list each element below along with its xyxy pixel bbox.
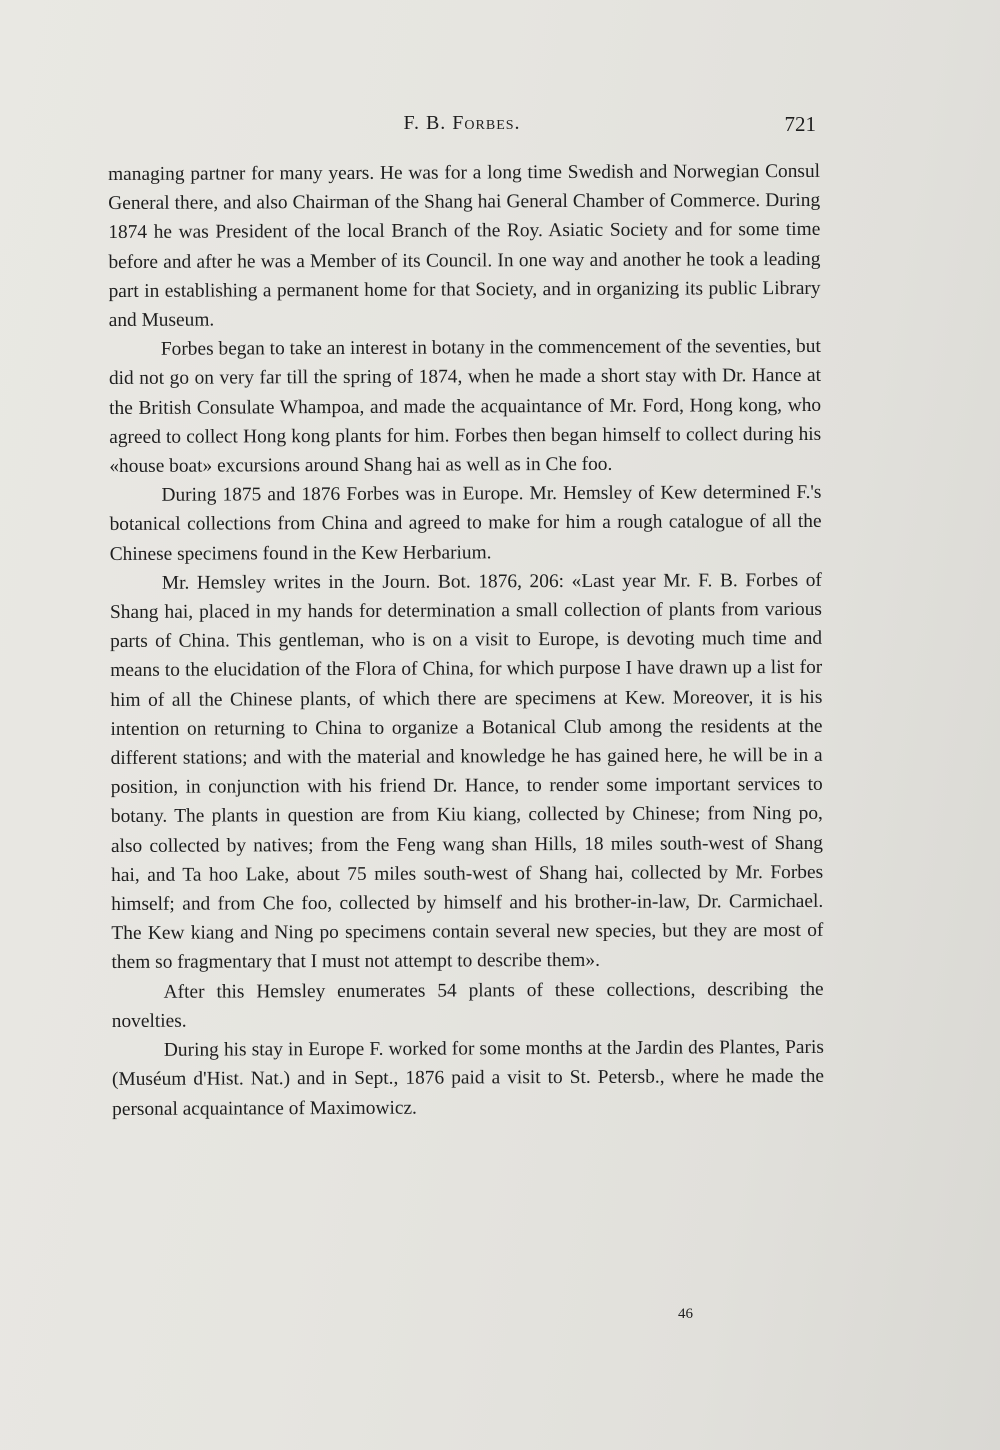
page-header [108,112,816,142]
signature-mark: 46 [678,1306,693,1322]
paragraph-5: After this Hemsley enumerates 54 plants of these collections, describing the novelties. [111,978,824,1032]
paragraph-4: Mr. Hemsley writes in the Journ. Bot. 1876, 206: «Last year Mr. F. B. Forbes of Shang hai, placed in my hands for determination a small collection of plants from various parts of China. This gentleman, who is on a visit to Europe, is devoting much time and means to the elucidation of the Flora of China, for which purpose I have drawn up a list for him of all the Chinese plants, of which there are specimens at Kew. Moreover, it is his intention on returning to China to organize a Botanical Club among the residents at the different stations; and with the material and knowledge he has gained here, he will be in a position, in conjunction with his friend Dr. Hance, to render some important services to botany. The plants in question are from Kiu kiang, collected by Chinese; from Ning po, also collected by natives; from the Feng wang shan Hills, 18 miles south-west of Shang hai, and Ta hoo Lake, about 75 miles south-west of Shang hai, collected by Mr. Forbes himself; and from Che foo, collected by himself and his brother-in-law, Dr. Carmichael. The Kew kiang and Ning po specimens contain several new species, but they are most of them so fragmentary that I must not attempt to describe them». [109,569,824,974]
paragraph-1: managing partner for many years. He was for a long time Swedish and Norwegian Consul General there, and also Chairman of the Shang hai General Chamber of Commerce. During 1874 he was President of the local Branch of the Roy. Asiatic Society and for some time before and after he was a Member of its Council. In one way and another he took a leading part in establishing a permanent home for that Society, and in organizing its public Library and Museum. [108,160,821,332]
paragraph-2: Forbes began to take an interest in botany in the commencement of the seventies, but did not go on very far till the spring of 1874, when he made a short stay with Dr. Hance at the British Consulate Whampoa, and made the acquaintance of Mr. Ford, Hong kong, who agreed to collect Hong kong plants for him. Forbes then began himself to collect during his «house boat» excursions around Shang hai as well as in Che foo. [108,336,822,478]
paragraph-6: During his stay in Europe F. worked for some months at the Jardin des Plantes, Paris (Muséum d'Hist. Nat.) and in Sept., 1876 paid a visit to St. Petersb., where he made the personal acquaintance of Maximowicz. [111,1036,825,1120]
page-number: 721 [784,112,816,136]
running-head: F. B. Forbes. [403,112,521,134]
paragraph-3: During 1875 and 1876 Forbes was in Europe. Mr. Hemsley of Kew determined F.'s botanical collections from China and agreed to make for him a rough catalogue of all the Chinese specimens found in the Kew Herbarium. [109,482,822,565]
body-text [108,157,824,1124]
